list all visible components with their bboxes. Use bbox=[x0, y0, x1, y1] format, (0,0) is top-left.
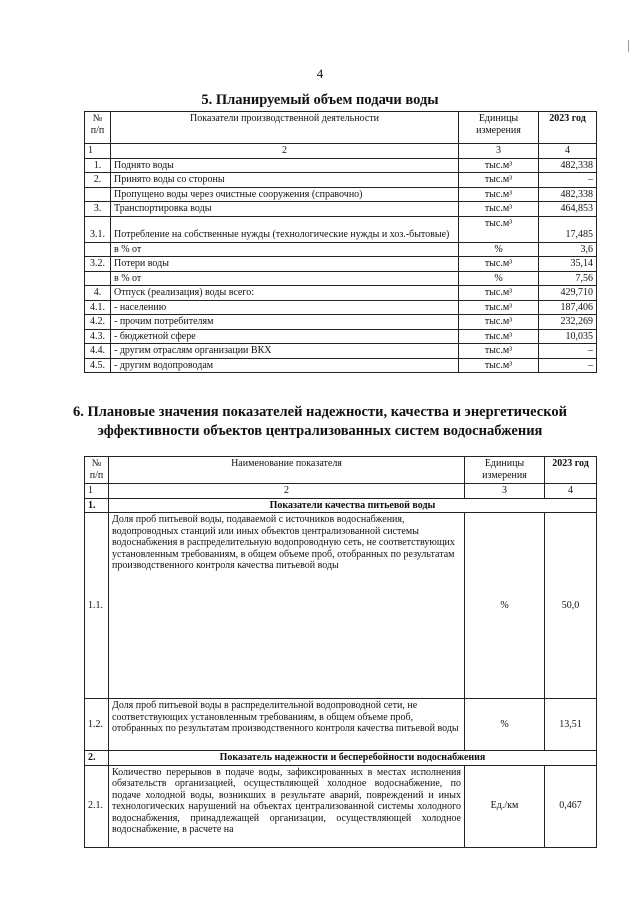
row-name: - населению bbox=[111, 300, 459, 315]
scan-edge-mark bbox=[628, 40, 629, 52]
table-row bbox=[85, 358, 597, 373]
header-indicator: Наименование показателя bbox=[109, 457, 465, 484]
row-name: - бюджетной сфере bbox=[111, 329, 459, 344]
row-unit: % bbox=[465, 513, 545, 699]
table-row bbox=[85, 173, 597, 188]
planned-water-supply-table bbox=[84, 111, 597, 373]
row-name: в % от bbox=[111, 271, 459, 286]
table-row bbox=[85, 158, 597, 173]
row-value: 187,406 bbox=[539, 300, 597, 315]
header-num: № п/п bbox=[85, 457, 109, 484]
row-value: – bbox=[539, 344, 597, 359]
row-value: 0,467 bbox=[545, 765, 597, 847]
row-num: 4.4. bbox=[85, 344, 111, 359]
row-unit: тыс.м³ bbox=[459, 329, 539, 344]
table-row bbox=[85, 187, 597, 202]
row-name: Пропущено воды через очистные сооружения (справочно) bbox=[111, 187, 459, 202]
row-value: 17,485 bbox=[539, 216, 597, 242]
col-number: 1 bbox=[85, 144, 111, 159]
row-num: 3.2. bbox=[85, 257, 111, 272]
row-name: Транспортировка воды bbox=[111, 202, 459, 217]
row-name: - прочим потребителям bbox=[111, 315, 459, 330]
row-unit: % bbox=[459, 242, 539, 257]
row-unit: тыс.м³ bbox=[459, 344, 539, 359]
col-number: 4 bbox=[539, 144, 597, 159]
group-label: Показатель надежности и бесперебойности водоснабжения bbox=[109, 751, 597, 766]
row-unit: тыс.м³ bbox=[459, 187, 539, 202]
header-num: № п/п bbox=[85, 112, 111, 144]
col-number: 4 bbox=[545, 484, 597, 499]
table-row bbox=[85, 329, 597, 344]
group-num: 2. bbox=[85, 751, 109, 766]
row-num bbox=[85, 187, 111, 202]
row-num: 1. bbox=[85, 158, 111, 173]
col-number: 2 bbox=[109, 484, 465, 499]
row-unit: тыс.м³ bbox=[459, 257, 539, 272]
row-value: 482,338 bbox=[539, 187, 597, 202]
row-value: 13,51 bbox=[545, 699, 597, 751]
group-label: Показатели качества питьевой воды bbox=[109, 498, 597, 513]
table-row bbox=[85, 271, 597, 286]
row-num: 4.2. bbox=[85, 315, 111, 330]
row-unit: % bbox=[465, 699, 545, 751]
row-value: 429,710 bbox=[539, 286, 597, 301]
page-number: 4 bbox=[316, 66, 324, 81]
col-number: 3 bbox=[465, 484, 545, 499]
table-row bbox=[85, 286, 597, 301]
row-num bbox=[85, 271, 111, 286]
row-value: – bbox=[539, 173, 597, 188]
table-row bbox=[85, 315, 597, 330]
reliability-indicators-table bbox=[84, 456, 597, 848]
row-num: 1.1. bbox=[85, 513, 109, 699]
row-unit: тыс.м³ bbox=[459, 216, 539, 242]
table-row bbox=[85, 202, 597, 217]
row-name: в % от bbox=[111, 242, 459, 257]
row-name: Поднято воды bbox=[111, 158, 459, 173]
row-num: 3. bbox=[85, 202, 111, 217]
row-text: Количество перерывов в подаче воды, зафиксированных в местах исполнения обязательств организацией, осуществляющей холодное водоснабжение, по подаче холодной воды, возникших в результате аварий, повреждений и иных технологических нарушений на объектах централизованной системы холодного водоснабжения, принадлежащей организации, осуществляющей холодное водоснабжение, в расчете на bbox=[109, 765, 465, 847]
row-unit: % bbox=[459, 271, 539, 286]
row-unit: тыс.м³ bbox=[459, 202, 539, 217]
row-name: Потребление на собственные нужды (технологические нужды и хоз.-бытовые) bbox=[111, 216, 459, 242]
row-unit: тыс.м³ bbox=[459, 315, 539, 330]
table-row bbox=[85, 257, 597, 272]
table-row bbox=[85, 344, 597, 359]
row-value: 464,853 bbox=[539, 202, 597, 217]
row-num: 4. bbox=[85, 286, 111, 301]
row-num: 4.1. bbox=[85, 300, 111, 315]
header-unit: Единицы измерения bbox=[465, 457, 545, 484]
row-value: 232,269 bbox=[539, 315, 597, 330]
row-name: Потери воды bbox=[111, 257, 459, 272]
header-year: 2023 год bbox=[539, 112, 597, 144]
row-num: 4.3. bbox=[85, 329, 111, 344]
row-unit: тыс.м³ bbox=[459, 358, 539, 373]
row-num bbox=[85, 242, 111, 257]
row-value: 35,14 bbox=[539, 257, 597, 272]
row-num: 4.5. bbox=[85, 358, 111, 373]
row-num: 2. bbox=[85, 173, 111, 188]
header-unit: Единицы измерения bbox=[459, 112, 539, 144]
row-text: Доля проб питьевой воды в распределительной водопроводной сети, не соответствующих установленным требованиям, в общем объеме проб, отобранных по результатам производственного контроля качества питьевой воды bbox=[109, 699, 465, 751]
col-number: 3 bbox=[459, 144, 539, 159]
header-indicator: Показатели производственной деятельности bbox=[111, 112, 459, 144]
row-value: 10,035 bbox=[539, 329, 597, 344]
row-unit: тыс.м³ bbox=[459, 286, 539, 301]
row-unit: Ед./км bbox=[465, 765, 545, 847]
row-value: – bbox=[539, 358, 597, 373]
row-name: - другим отраслям организации ВКХ bbox=[111, 344, 459, 359]
row-text: Доля проб питьевой воды, подаваемой с источников водоснабжения, водопроводных станций или иных объектов централизованной системы водоснабжения в распределительную водопроводную сеть, не соответствующих установленным требованиям, в общем объеме проб, отобранных по результатам производственного контроля качества питьевой воды bbox=[109, 513, 465, 699]
row-unit: тыс.м³ bbox=[459, 300, 539, 315]
row-num: 1.2. bbox=[85, 699, 109, 751]
section6-title: 6. Плановые значения показателей надежности, качества и энергетической эффективности объектов централизованных систем водоснабжения bbox=[73, 404, 567, 439]
row-value: 3,6 bbox=[539, 242, 597, 257]
col-number: 2 bbox=[111, 144, 459, 159]
col-number: 1 bbox=[85, 484, 109, 499]
row-name: - другим водопроводам bbox=[111, 358, 459, 373]
table-row bbox=[85, 216, 597, 242]
table-row bbox=[85, 300, 597, 315]
header-year: 2023 год bbox=[545, 457, 597, 484]
row-value: 482,338 bbox=[539, 158, 597, 173]
section5-title: 5. Планируемый объем подачи воды bbox=[201, 92, 439, 108]
row-name: Принято воды со стороны bbox=[111, 173, 459, 188]
row-unit: тыс.м³ bbox=[459, 173, 539, 188]
row-value: 50,0 bbox=[545, 513, 597, 699]
row-value: 7,56 bbox=[539, 271, 597, 286]
row-name: Отпуск (реализация) воды всего: bbox=[111, 286, 459, 301]
row-unit: тыс.м³ bbox=[459, 158, 539, 173]
group-num: 1. bbox=[85, 498, 109, 513]
row-num: 2.1. bbox=[85, 765, 109, 847]
table-row bbox=[85, 242, 597, 257]
row-num: 3.1. bbox=[85, 216, 111, 242]
